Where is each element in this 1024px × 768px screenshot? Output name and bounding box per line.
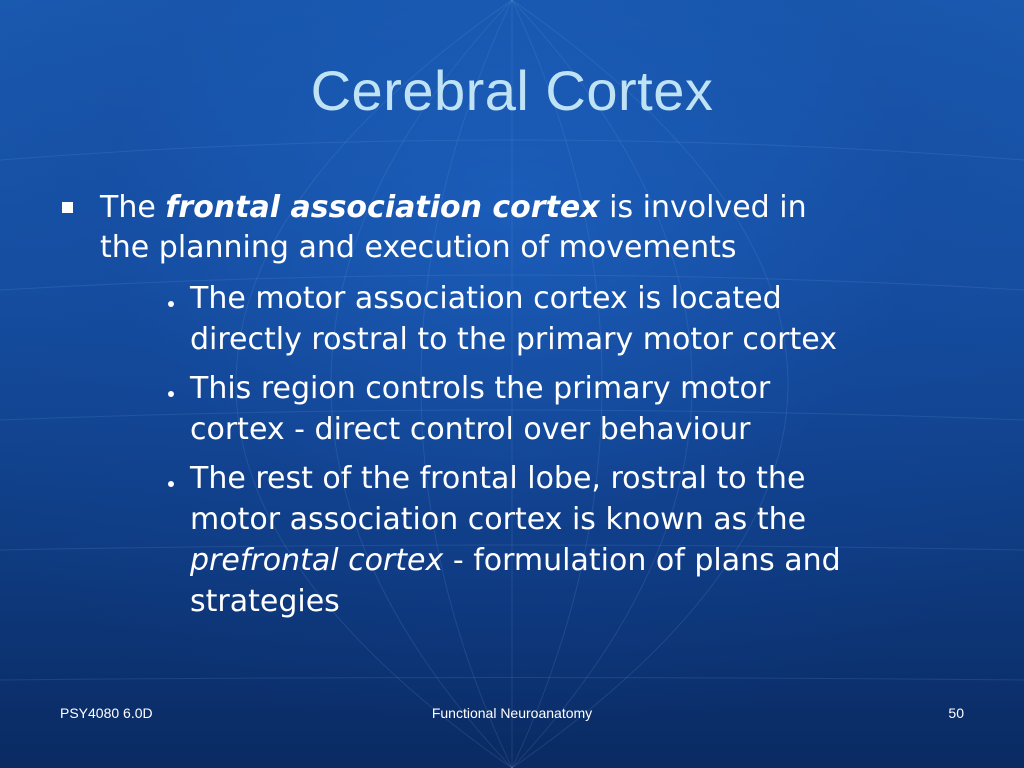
- round-bullet-icon: [168, 391, 174, 397]
- footer-course-code: PSY4080 6.0D: [60, 705, 153, 721]
- sub-bullet-3: [190, 458, 980, 622]
- main-bullet-pre: The: [100, 190, 156, 225]
- sub-bullet-2-line1: This region controls the primary motor: [190, 371, 771, 406]
- sub-bullet-2: [190, 368, 980, 450]
- sub-bullet-1-line1: The motor association cortex is located: [190, 281, 782, 316]
- round-bullet-icon: [168, 301, 174, 307]
- sub-bullet-3-line4: strategies: [190, 584, 340, 619]
- sub-bullet-3-line1: The rest of the frontal lobe, rostral to the: [190, 461, 806, 496]
- sub-bullet-3-emphasis: prefrontal cortex: [190, 543, 444, 578]
- main-bullet-line2: the planning and execution of movements: [100, 230, 737, 265]
- main-bullet-post: is involved in: [609, 190, 807, 225]
- sub-bullet-2-line2: cortex - direct control over behaviour: [190, 412, 751, 447]
- footer-page-number: 50: [948, 705, 964, 721]
- slide-title: Cerebral Cortex: [310, 59, 714, 122]
- sub-bullet-1: [190, 278, 980, 360]
- sub-bullet-1-line2: directly rostral to the primary motor cortex: [190, 322, 837, 357]
- sub-bullet-3-post: - formulation of plans and: [452, 543, 841, 578]
- square-bullet-icon: [62, 202, 73, 213]
- main-bullet-emphasis: frontal association cortex: [165, 190, 600, 225]
- round-bullet-icon: [168, 481, 174, 487]
- main-bullet-text: [100, 188, 940, 268]
- sub-bullet-3-line2: motor association cortex is known as the: [190, 502, 807, 537]
- footer-course-title: Functional Neuroanatomy: [431, 705, 593, 721]
